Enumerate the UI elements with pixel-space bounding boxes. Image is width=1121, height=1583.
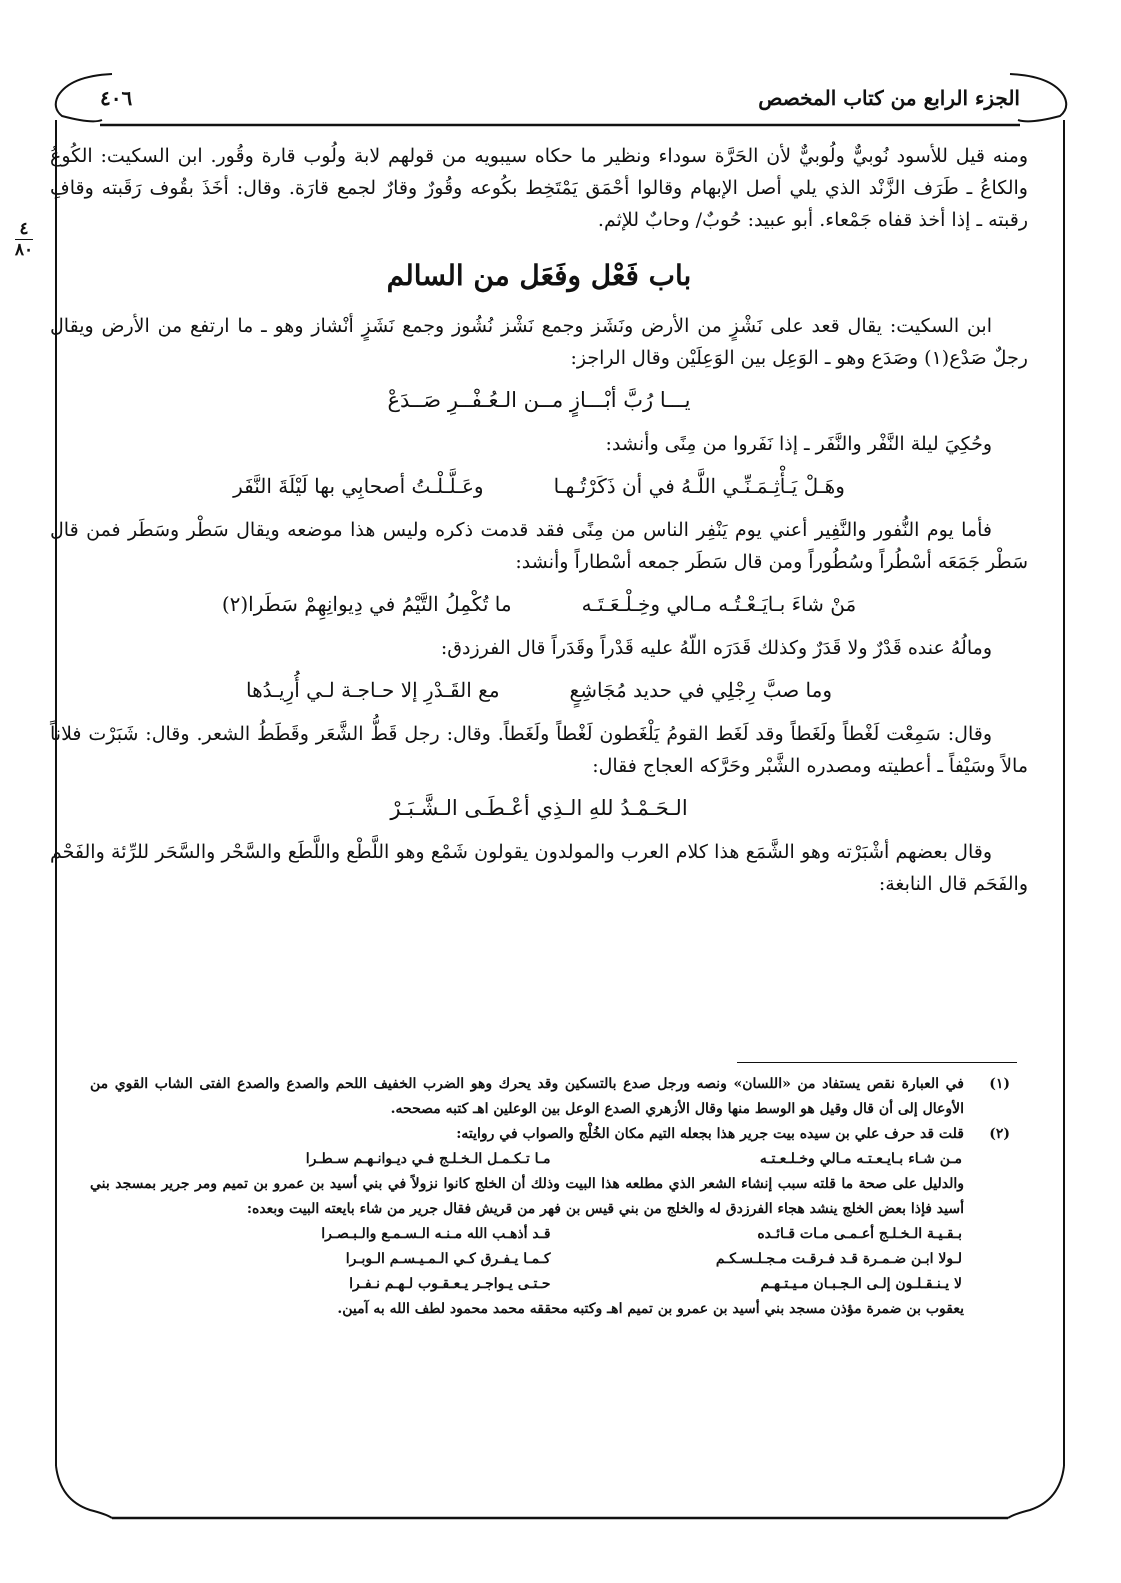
footnote-2-verse-4 [90, 1272, 964, 1297]
verse-1: يـــا رُبَّ أبْـــازٍ مــن الـعُـفْــرِ صَــدَعْ [387, 388, 691, 412]
verse-2-second-hemistich: وعَـلَّـلْـتُ أصحابِي بها لَيْلَةَ النَّفَر [233, 474, 484, 498]
footnote-2-verse-3-a: لـولا ابـن ضـمـرة قـد فـرقـت مـجـلـسـكـم [715, 1251, 962, 1267]
footnote-2-verse-2 [90, 1222, 964, 1247]
footnote-2 [90, 1122, 1010, 1322]
paragraph-6: وقال بعضهم أشْبَرْته وهو الشَّمَع هذا كلام العرب والمولدون يقولون شَمْع وهو اللَّطْع واللَّطَع والسَّحْر والسَّحَر للرِّئة والفَحْم والفَحَم قال النابغة: [50, 841, 1028, 895]
margin-ref-top: ٤ [15, 219, 32, 240]
footnote-1 [90, 1072, 1010, 1122]
section-title: باب فَعْل وفَعَل من السالم [386, 259, 692, 292]
verse-3-first-hemistich: مَنْ شاءَ بـايَـعْـتُـه مـالي وخِـلْـعَـتَـه [581, 592, 857, 616]
verse-4 [50, 674, 1028, 706]
verse-2-first-hemistich: وهَـلْ يَـأْثِـمَـنِّـي اللَّـهُ في أن ذَكَرْتُـهـا [553, 474, 845, 498]
footnote-2-verse-1-b: مـا تـكـمـل الـخـلـج فـي ديـوانـهـم سـطـرا [305, 1151, 551, 1167]
footnote-2-verse-1 [90, 1147, 964, 1172]
paragraph-3: فأما يوم النُّفور والنَّفِير أعني يوم يَنْفِر الناس من مِنًى فقد قدمت ذكره وليس هذا موضعه ويقال سَطْر وسَطَر فمن قال سَطْر جَمَعَه أسْطُراً وسُطُوراً ومن قال سَطَر جمعه أسْطاراً وأنشد: [50, 519, 1028, 573]
footnote-2-verse-2-a: بـقـيـة الـخـلـج أعـمـى مـات قـائـده [757, 1226, 962, 1242]
footnotes [90, 1072, 1010, 1322]
paragraph-5: وقال: سَمِعْت لَغْطاً ولَغَطاً وقد لَغَط القومُ يَلْغَطون لَغْطاً ولَغَطاً. وقال: رجل قَطُّ الشَّعَر وقَطَطُ الشعر. وقال: شَبَرْت فلاناً مالاً وسَيْفاً ـ أعطيته ومصدره الشَّبْر وحَرَّكه العجاج فقال: [50, 723, 1028, 777]
footnote-2-verse-1-a: مـن شـاء بـايـعـتـه مـالي وخـلـعـتـه [759, 1151, 962, 1167]
margin-ref-bottom: ٨٠ [14, 240, 34, 260]
main-text [50, 140, 1028, 900]
footnote-2-verse-4-b: حـتـى يـواجـر يـعـقـوب لـهـم نـفـرا [349, 1276, 551, 1292]
page-number: ٤٠٦ [100, 86, 133, 110]
footnote-2-number: (٢) [989, 1126, 1010, 1142]
footnote-2-verse-2-b: قـد أذهـب الله مـنـه الـسـمـع والـبـصـرا [321, 1226, 551, 1242]
ornament-bottom-left [56, 1466, 112, 1518]
footnote-1-text: في العبارة نقص يستفاد من «اللسان» ونصه ورجل صدع بالتسكين وقد يحرك وهو الضرب الخفيف اللحم والصدع والصدع الفتى الشاب القوي من الأوعال إلى أن قال وقيل هو الوسط منها وقال الأزهري الصدع الوعل بين الوعلين اهـ كتبه مصححه. [90, 1076, 964, 1117]
verse-3 [50, 588, 1028, 620]
verse-2 [50, 470, 1028, 502]
paragraph-2: وحُكِيَ ليلة النَّفْر والنَّفَر ـ إذا نَفَروا من مِنًى وأنشد: [605, 433, 992, 455]
paragraph-4: ومالُهُ عنده قَدْرٌ ولا قَدَرٌ وكذلك قَدَرَه اللّهُ عليه قَدْراً وقَدَراً قال الفرزدق: [440, 637, 992, 659]
footnote-separator [737, 1062, 1017, 1063]
verse-5: الـحَـمْـدُ للهِ الـذِي أعْـطَـى الـشَّـبَـرْ [390, 796, 688, 820]
margin-reference [4, 219, 44, 260]
book-title: الجزء الرابع من كتاب المخصص [758, 86, 1020, 110]
footnote-2-verse-4-a: لا يـنـقـلـون إلـى الـجـبـان مـيـتـهـم [760, 1276, 962, 1292]
verse-3-second-hemistich: ما تُكْمِلُ التَّيْمُ في دِيوانِهِمْ سَطَرا(٢) [221, 592, 512, 616]
footnote-2-verse-3 [90, 1247, 964, 1272]
footnote-2-closing: يعقوب بن ضمرة مؤذن مسجد بني أسيد بن عمرو بن تميم اهـ وكتبه محققه محمد محمود لطف الله به آمين. [337, 1301, 964, 1317]
verse-4-first-hemistich: وما صبَّ رِجْلِي في حديد مُجَاشِعٍ [569, 678, 833, 702]
footnote-2-verse-3-b: كـمـا يـفـرق كـي الـمـيـسـم الـوبـرا [345, 1251, 551, 1267]
paragraph-1: ابن السكيت: يقال قعد على نَشْزٍ من الأرض ونَشَز وجمع نَشْز نُشُوز وجمع نَشَزٍ أنْشاز وهو ـ ما ارتفع من الأرض ويقال رجلٌ صَدْع(١) وصَدَع وهو ـ الوَعِل بين الوَعِلَيْن وقال الراجز: [50, 315, 1028, 369]
footnote-2-body: والدليل على صحة ما قلته سبب إنشاء الشعر الذي مطلعه هذا البيت وذلك أن الخلج كانوا نزولاً في بني أسيد بن عمرو بن تميم ومر جرير بمسجد بني أسيد فإذا بعض الخلج ينشد هجاء الفرزدق له والخلج من بني قيس بن فهر من قريش فقال جرير من شاء بايعته البيت وبعده: [90, 1176, 964, 1217]
footnote-2-intro: قلت قد حرف علي بن سيده بيت جرير هذا بجعله التيم مكان الخُلْج والصواب في روايته: [456, 1126, 964, 1142]
verse-4-second-hemistich: مع القَـدْرِ إلا حـاجـة لـي أُرِيـدُها [245, 678, 500, 702]
page-header [100, 78, 1020, 118]
intro-paragraph: ومنه قيل للأسود نُوبيٌّ ولُوبيٌّ لأن الحَرَّة سوداء ونظير ما حكاه سيبويه من قولهم لابة ولُوب قارة وقُور. ابن السكيت: الكُوعُ والكاعُ ـ طَرَف الزَّنْد الذي يلي أصل الإبهام وقالوا أحْمَق يَمْتَخِط بكُوعه وقُورٌ وقارٌ لجمع قارَة. وقال: أخَذَ بقُوف رَقَبته وقافِ رقبته ـ إذا أخذ قفاه جَمْعاء. أبو عبيد: حُوبٌ/ وحابٌ للإثم. [50, 145, 1028, 231]
footnote-1-number: (١) [989, 1076, 1010, 1092]
